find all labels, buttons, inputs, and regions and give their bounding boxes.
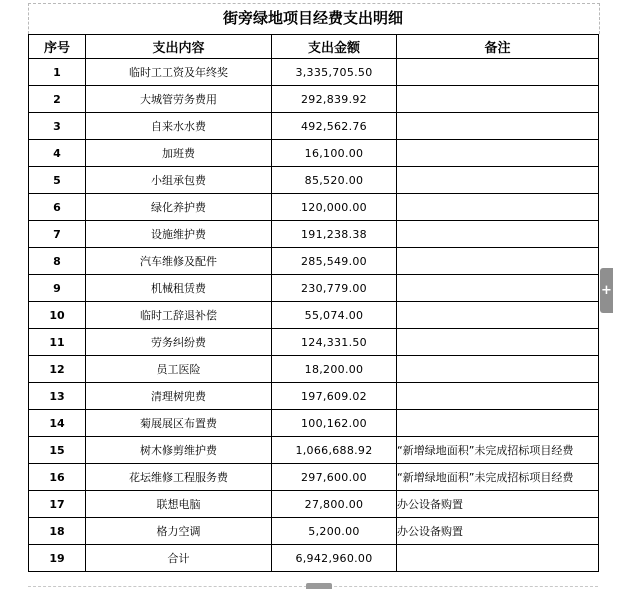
- cell-note: “新增绿地面积”未完成招标项目经费: [397, 437, 599, 464]
- side-expand-tab[interactable]: [600, 268, 613, 313]
- table-row: [29, 437, 599, 464]
- table-row: [29, 302, 599, 329]
- cell-no: 19: [29, 545, 86, 572]
- table-body: [29, 59, 599, 572]
- cell-note: “新增绿地面积”未完成招标项目经费: [397, 464, 599, 491]
- cell-amount: 18,200.00: [272, 356, 397, 383]
- table-row: [29, 59, 599, 86]
- cell-item: 合计: [86, 545, 272, 572]
- cell-note: [397, 302, 599, 329]
- cell-note: [397, 248, 599, 275]
- page-title: 街旁绿地项目经费支出明细: [222, 9, 403, 27]
- cell-note: [397, 275, 599, 302]
- cell-note: [397, 194, 599, 221]
- table-row: [29, 410, 599, 437]
- cell-note: [397, 383, 599, 410]
- cell-item: 绿化养护费: [86, 194, 272, 221]
- cell-item: 劳务纠纷费: [86, 329, 272, 356]
- cell-note: [397, 113, 599, 140]
- cell-amount: 1,066,688.92: [272, 437, 397, 464]
- cell-no: 17: [29, 491, 86, 518]
- cell-item: 菊展展区布置费: [86, 410, 272, 437]
- table-row: [29, 167, 599, 194]
- cell-item: 员工医险: [86, 356, 272, 383]
- table-row: [29, 491, 599, 518]
- table-row: [29, 221, 599, 248]
- table-row: [29, 464, 599, 491]
- cell-note: [397, 59, 599, 86]
- cell-no: 5: [29, 167, 86, 194]
- column-header-note: 备注: [397, 35, 599, 59]
- cell-no: 6: [29, 194, 86, 221]
- cell-item: 汽车维修及配件: [86, 248, 272, 275]
- plus-icon: +: [601, 283, 612, 298]
- cell-item: 机械租赁费: [86, 275, 272, 302]
- table-row: [29, 356, 599, 383]
- cell-amount: 124,331.50: [272, 329, 397, 356]
- cell-note: [397, 545, 599, 572]
- cell-amount: 6,942,960.00: [272, 545, 397, 572]
- table-row: [29, 383, 599, 410]
- cell-note: 办公设备购置: [397, 491, 599, 518]
- expense-table: [28, 34, 599, 572]
- cell-item: 花坛维修工程服务费: [86, 464, 272, 491]
- cell-amount: 285,549.00: [272, 248, 397, 275]
- cell-amount: 197,609.02: [272, 383, 397, 410]
- cell-item: 临时工辞退补偿: [86, 302, 272, 329]
- cell-amount: 27,800.00: [272, 491, 397, 518]
- cell-note: [397, 329, 599, 356]
- cell-no: 1: [29, 59, 86, 86]
- cell-amount: 3,335,705.50: [272, 59, 397, 86]
- cell-amount: 16,100.00: [272, 140, 397, 167]
- cell-no: 4: [29, 140, 86, 167]
- cell-no: 12: [29, 356, 86, 383]
- bottom-handle[interactable]: [306, 583, 332, 589]
- header-row: [29, 35, 599, 59]
- table-row: [29, 140, 599, 167]
- cell-no: 14: [29, 410, 86, 437]
- cell-item: 树木修剪维护费: [86, 437, 272, 464]
- cell-note: [397, 140, 599, 167]
- cell-no: 10: [29, 302, 86, 329]
- cell-item: 格力空调: [86, 518, 272, 545]
- cell-amount: 292,839.92: [272, 86, 397, 113]
- cell-amount: 120,000.00: [272, 194, 397, 221]
- cell-amount: 100,162.00: [272, 410, 397, 437]
- cell-amount: 297,600.00: [272, 464, 397, 491]
- cell-amount: 492,562.76: [272, 113, 397, 140]
- cell-no: 2: [29, 86, 86, 113]
- column-header-item: 支出内容: [86, 35, 272, 59]
- table-row: [29, 248, 599, 275]
- cell-note: [397, 356, 599, 383]
- table-row: [29, 275, 599, 302]
- table-row: [29, 518, 599, 545]
- table-row: [29, 545, 599, 572]
- table-row: [29, 194, 599, 221]
- cell-item: 联想电脑: [86, 491, 272, 518]
- table-row: [29, 329, 599, 356]
- cell-item: 设施维护费: [86, 221, 272, 248]
- cell-no: 15: [29, 437, 86, 464]
- cell-item: 加班费: [86, 140, 272, 167]
- cell-note: 办公设备购置: [397, 518, 599, 545]
- column-header-amount: 支出金额: [272, 35, 397, 59]
- cell-amount: 55,074.00: [272, 302, 397, 329]
- cell-amount: 85,520.00: [272, 167, 397, 194]
- cell-item: 自来水水费: [86, 113, 272, 140]
- column-header-no: 序号: [29, 35, 86, 59]
- table-row: [29, 113, 599, 140]
- cell-no: 16: [29, 464, 86, 491]
- cell-note: [397, 167, 599, 194]
- cell-amount: 230,779.00: [272, 275, 397, 302]
- cell-no: 13: [29, 383, 86, 410]
- cell-no: 11: [29, 329, 86, 356]
- cell-note: [397, 86, 599, 113]
- cell-no: 9: [29, 275, 86, 302]
- cell-note: [397, 221, 599, 248]
- cell-no: 8: [29, 248, 86, 275]
- table-row: [29, 86, 599, 113]
- cell-no: 7: [29, 221, 86, 248]
- cell-item: 临时工工资及年终奖: [86, 59, 272, 86]
- cell-amount: 5,200.00: [272, 518, 397, 545]
- cell-amount: 191,238.38: [272, 221, 397, 248]
- cell-no: 18: [29, 518, 86, 545]
- cell-no: 3: [29, 113, 86, 140]
- cell-note: [397, 410, 599, 437]
- cell-item: 小组承包费: [86, 167, 272, 194]
- cell-item: 大城管劳务费用: [86, 86, 272, 113]
- cell-item: 清理树兜费: [86, 383, 272, 410]
